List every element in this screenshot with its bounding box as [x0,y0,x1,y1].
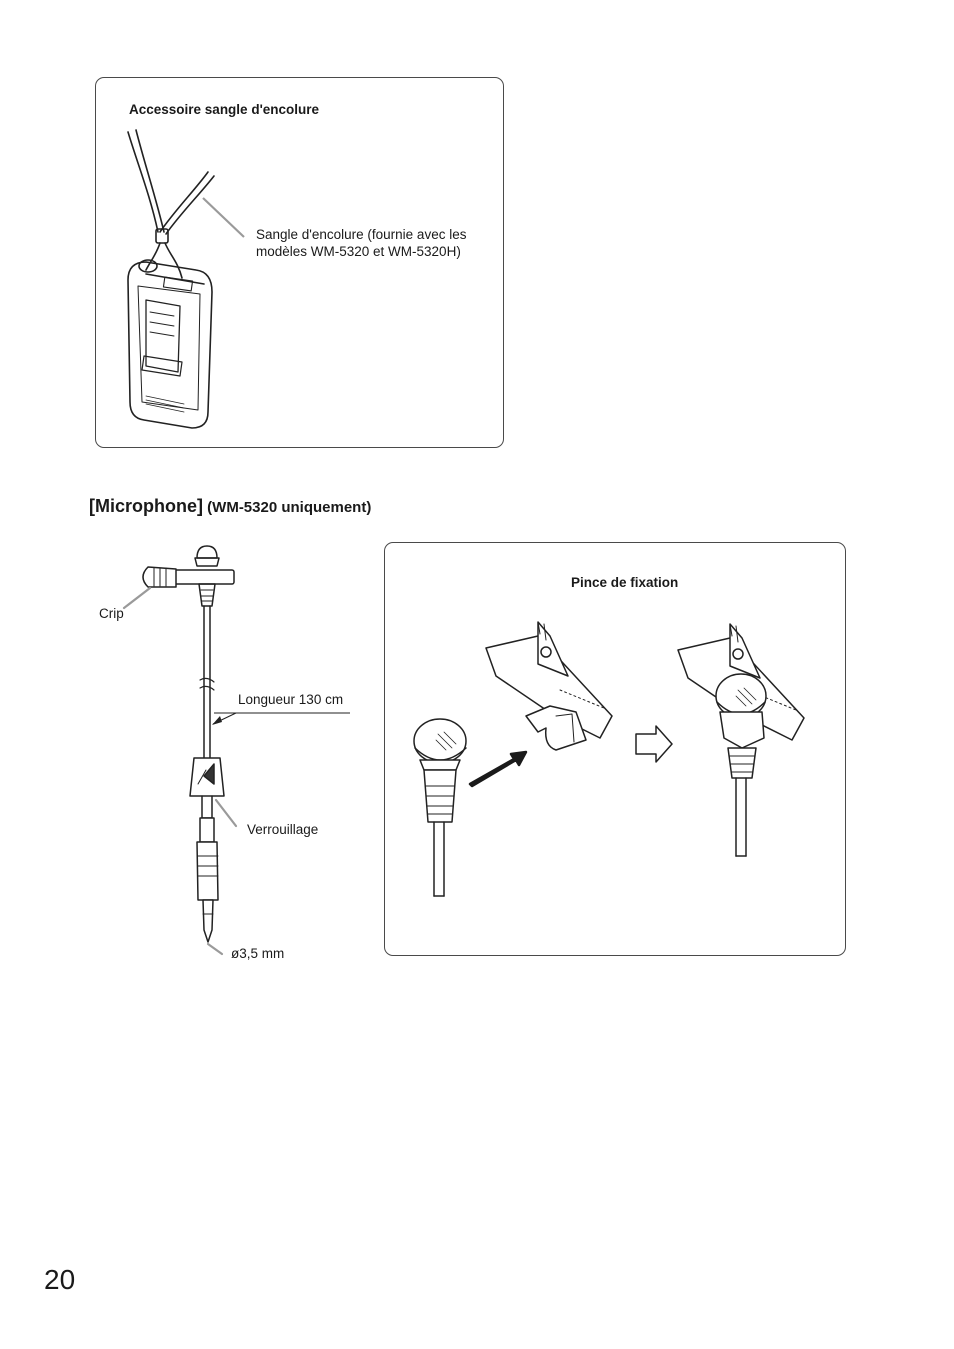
neck-strap-callout-line1: Sangle d'encolure (fournie avec les [256,227,467,242]
microphone-heading-main: [Microphone] [89,496,203,516]
neck-strap-title: Accessoire sangle d'encolure [129,102,320,117]
clip-panel-title: Pince de fixation [571,575,679,590]
label-cable-length: Longueur 130 cm [238,692,344,707]
label-clip: Crip [99,606,124,621]
neck-strap-callout-line2: modèles WM-5320 et WM-5320H) [256,244,461,259]
page-number: 20 [44,1264,76,1295]
microphone-heading-sub: (WM-5320 uniquement) [203,499,372,516]
label-lock: Verrouillage [247,822,319,837]
label-plug-diameter: ø3,5 mm [231,946,285,961]
